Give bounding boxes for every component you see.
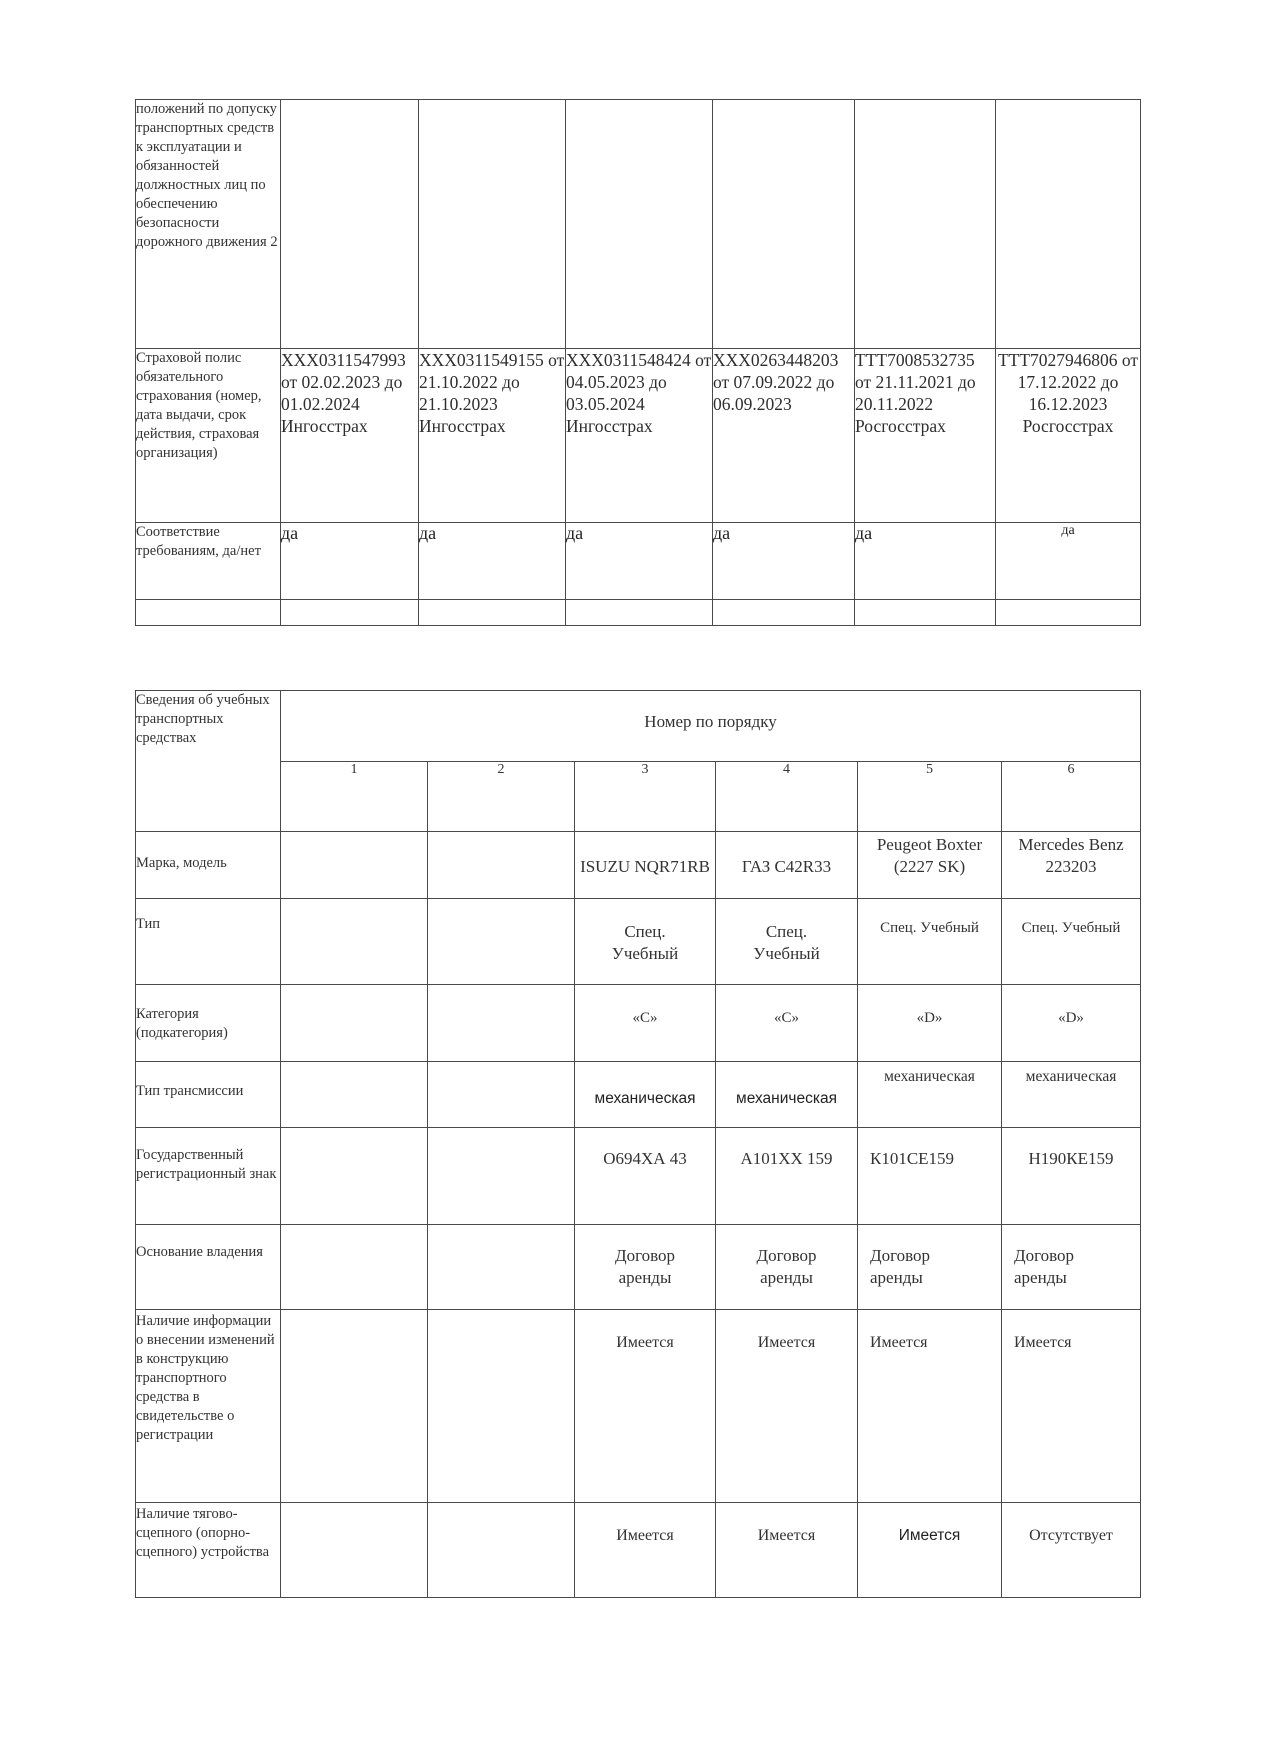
coupling-cell: Имеется <box>575 1503 716 1598</box>
compliance-cell: да <box>281 523 419 600</box>
table-row <box>136 349 1141 523</box>
ownership-cell: Договор аренды <box>575 1225 716 1310</box>
model-cell: Mercedes Benz 223203 <box>1002 832 1141 899</box>
transmission-cell: механическая <box>1002 1062 1141 1128</box>
table-cell <box>281 600 419 626</box>
table-cell <box>996 600 1141 626</box>
column-number: 6 <box>1002 762 1141 832</box>
header-label: Сведения об учебных транспортных средствах <box>136 691 281 832</box>
policy-cell: ТТТ7027946806 от 17.12.2022 до 16.12.2023 Росгосстрах <box>996 349 1141 523</box>
table-row <box>136 985 1141 1062</box>
row-label: Государственный регистрационный знак <box>136 1128 281 1225</box>
policy-cell: XXX0311549155 от 21.10.2022 до 21.10.2023 Ингосстрах <box>419 349 566 523</box>
model-cell: Peugeot Boxter (2227 SK) <box>858 832 1002 899</box>
table-row <box>136 832 1141 899</box>
table-row <box>136 523 1141 600</box>
table-row <box>136 600 1141 626</box>
plate-cell: О694ХА 43 <box>575 1128 716 1225</box>
compliance-cell: да <box>996 523 1141 600</box>
table-cell <box>855 600 996 626</box>
ownership-cell: Договор аренды <box>858 1225 1002 1310</box>
ownership-cell: Договор аренды <box>716 1225 858 1310</box>
table-row <box>136 1062 1141 1128</box>
table-cell <box>281 899 428 985</box>
type-cell: Спец. Учебный <box>858 899 1002 985</box>
table-row <box>136 762 1141 832</box>
table-cell <box>996 100 1141 349</box>
table-cell <box>713 100 855 349</box>
column-number: 3 <box>575 762 716 832</box>
table-row <box>136 899 1141 985</box>
category-cell: «D» <box>1002 985 1141 1062</box>
table-cell <box>428 1062 575 1128</box>
row-label: Тип трансмиссии <box>136 1062 281 1128</box>
table-cell <box>566 100 713 349</box>
row-label: Соответствие требованиям, да/нет <box>136 523 281 600</box>
table-row <box>136 1503 1141 1598</box>
table-cell <box>428 1310 575 1503</box>
table-row <box>136 691 1141 762</box>
table-cell <box>281 1062 428 1128</box>
compliance-cell: да <box>713 523 855 600</box>
table-cell <box>281 1128 428 1225</box>
table-cell <box>428 985 575 1062</box>
column-number: 5 <box>858 762 1002 832</box>
table-cell <box>281 100 419 349</box>
ownership-cell: Договор аренды <box>1002 1225 1141 1310</box>
model-cell: ISUZU NQR71RB <box>575 832 716 899</box>
table-cell <box>136 600 281 626</box>
table-row <box>136 1310 1141 1503</box>
table-cell <box>428 832 575 899</box>
row-label: Наличие тягово-сцепного (опорно-сцепного) устройства <box>136 1503 281 1598</box>
table-cell <box>428 1503 575 1598</box>
compliance-cell: да <box>419 523 566 600</box>
table-cell <box>419 600 566 626</box>
info-cell: Имеется <box>575 1310 716 1503</box>
policy-cell: XXX0263448203 от 07.09.2022 до 06.09.2023 <box>713 349 855 523</box>
table-cell <box>281 1225 428 1310</box>
table-cell <box>855 100 996 349</box>
type-cell: Спец. Учебный <box>716 899 858 985</box>
policy-cell: ТТТ7008532735 от 21.11.2021 до 20.11.2022 Росгосстрах <box>855 349 996 523</box>
column-number: 4 <box>716 762 858 832</box>
category-cell: «С» <box>575 985 716 1062</box>
insurance-table <box>135 99 1141 626</box>
coupling-cell: Отсутствует <box>1002 1503 1141 1598</box>
plate-cell: Н190КЕ159 <box>1002 1128 1141 1225</box>
coupling-cell: Имеется <box>858 1503 1002 1598</box>
row-label: Страховой полис обязательного страхования (номер, дата выдачи, срок действия, страховая организация) <box>136 349 281 523</box>
type-cell: Спец. Учебный <box>575 899 716 985</box>
transmission-cell: механическая <box>716 1062 858 1128</box>
compliance-cell: да <box>855 523 996 600</box>
table-row <box>136 1128 1141 1225</box>
row-label: Категория (подкатегория) <box>136 985 281 1062</box>
info-cell: Имеется <box>1002 1310 1141 1503</box>
table-cell <box>281 832 428 899</box>
column-number: 1 <box>281 762 428 832</box>
header-title: Номер по порядку <box>281 691 1141 762</box>
info-cell: Имеется <box>716 1310 858 1503</box>
category-cell: «D» <box>858 985 1002 1062</box>
table-row <box>136 1225 1141 1310</box>
row-label: Тип <box>136 899 281 985</box>
model-cell: ГАЗ С42R33 <box>716 832 858 899</box>
table-cell <box>281 1503 428 1598</box>
row-label: Марка, модель <box>136 832 281 899</box>
row-label: Основание владения <box>136 1225 281 1310</box>
type-cell: Спец. Учебный <box>1002 899 1141 985</box>
info-cell: Имеется <box>858 1310 1002 1503</box>
compliance-cell: да <box>566 523 713 600</box>
transmission-cell: механическая <box>575 1062 716 1128</box>
row-label: положений по допуску транспортных средств к эксплуатации и обязанностей должностных лиц по обеспечению безопасности дорожного движения 2 <box>136 100 281 349</box>
table-cell <box>428 1225 575 1310</box>
table-cell <box>281 1310 428 1503</box>
table-cell <box>419 100 566 349</box>
table-row <box>136 100 1141 349</box>
table-cell <box>428 899 575 985</box>
table-cell <box>281 985 428 1062</box>
table-cell <box>566 600 713 626</box>
transmission-cell: механическая <box>858 1062 1002 1128</box>
coupling-cell: Имеется <box>716 1503 858 1598</box>
plate-cell: А101ХХ 159 <box>716 1128 858 1225</box>
policy-cell: XXX0311547993 от 02.02.2023 до 01.02.2024 Ингосстрах <box>281 349 419 523</box>
vehicles-table <box>135 690 1141 1598</box>
table-cell <box>713 600 855 626</box>
table-cell <box>428 1128 575 1225</box>
category-cell: «С» <box>716 985 858 1062</box>
column-number: 2 <box>428 762 575 832</box>
plate-cell: К101СЕ159 <box>858 1128 1002 1225</box>
row-label: Наличие информации о внесении изменений в конструкцию транспортного средства в свидетельстве о регистрации <box>136 1310 281 1503</box>
policy-cell: XXX0311548424 от 04.05.2023 до 03.05.2024 Ингосстрах <box>566 349 713 523</box>
